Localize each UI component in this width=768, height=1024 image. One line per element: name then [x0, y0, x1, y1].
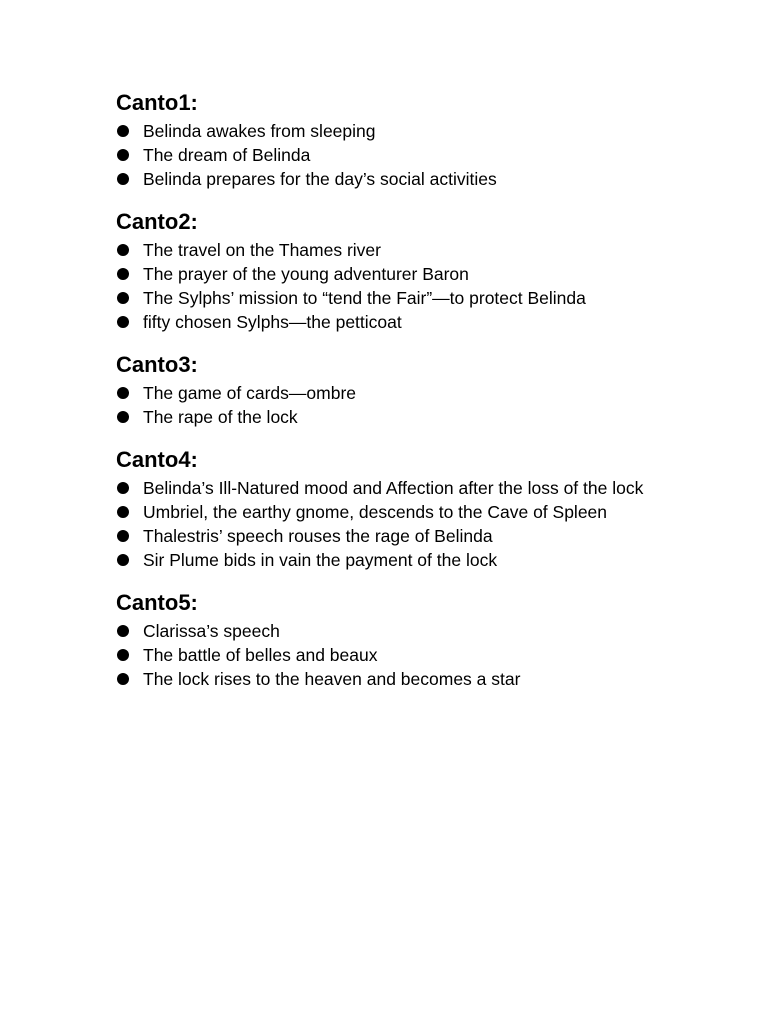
- list-item: [116, 167, 663, 191]
- list-item-text: The travel on the Thames river: [143, 240, 381, 260]
- canto-section-2: [116, 207, 716, 334]
- list-item: [116, 643, 663, 667]
- bullet-icon: [117, 625, 129, 637]
- list-item: [116, 381, 663, 405]
- list-item: [116, 238, 663, 262]
- list-item-text: Belinda awakes from sleeping: [143, 121, 376, 141]
- list-item-text: The rape of the lock: [143, 407, 298, 427]
- list-item: [116, 667, 663, 691]
- list-item: [116, 548, 663, 572]
- list-item: [116, 310, 663, 334]
- bullet-icon: [117, 292, 129, 304]
- list-item-text: Belinda prepares for the day’s social activities: [143, 169, 497, 189]
- list-item-text: The dream of Belinda: [143, 145, 311, 165]
- list-item-text: Thalestris’ speech rouses the rage of Belinda: [143, 526, 493, 546]
- list-item: [116, 524, 663, 548]
- canto-section-4: [116, 445, 716, 572]
- canto-heading: Canto4:: [116, 447, 198, 472]
- list-item-text: Sir Plume bids in vain the payment of the lock: [143, 550, 498, 570]
- list-item: [116, 143, 663, 167]
- canto-section-1: [116, 88, 716, 191]
- canto-heading: Canto2:: [116, 209, 198, 234]
- canto-heading: Canto1:: [116, 90, 198, 115]
- bullet-icon: [117, 268, 129, 280]
- canto-section-3: [116, 350, 716, 429]
- bullet-icon: [117, 506, 129, 518]
- bullet-icon: [117, 649, 129, 661]
- list-item-text: The game of cards—ombre: [143, 383, 357, 403]
- canto-heading: Canto5:: [116, 590, 198, 615]
- bullet-icon: [117, 316, 129, 328]
- canto-section-5: [116, 588, 716, 691]
- list-item-text: Belinda’s Ill-Natured mood and Affection after the loss of the lock: [143, 478, 644, 498]
- bullet-list: [116, 119, 716, 191]
- bullet-icon: [117, 149, 129, 161]
- list-item-text: Clarissa’s speech: [143, 621, 280, 641]
- list-item-text: Umbriel, the earthy gnome, descends to the Cave of Spleen: [143, 502, 608, 522]
- bullet-list: [116, 381, 716, 429]
- bullet-icon: [117, 387, 129, 399]
- list-item: [116, 286, 663, 310]
- bullet-icon: [117, 125, 129, 137]
- list-item: [116, 500, 663, 524]
- bullet-icon: [117, 554, 129, 566]
- canto-heading: Canto3:: [116, 352, 198, 377]
- list-item: [116, 405, 663, 429]
- bullet-icon: [117, 173, 129, 185]
- bullet-icon: [117, 244, 129, 256]
- bullet-icon: [117, 411, 129, 423]
- list-item-text: The lock rises to the heaven and becomes a star: [143, 669, 521, 689]
- bullet-icon: [117, 482, 129, 494]
- list-item: [116, 262, 663, 286]
- bullet-list: [116, 476, 716, 572]
- list-item: [116, 476, 663, 500]
- list-item-text: The prayer of the young adventurer Baron: [143, 264, 469, 284]
- list-item-text: The battle of belles and beaux: [143, 645, 378, 665]
- bullet-icon: [117, 530, 129, 542]
- list-item-text: The Sylphs’ mission to “tend the Fair”—to protect Belinda: [143, 288, 586, 308]
- list-item-text: fifty chosen Sylphs—the petticoat: [143, 312, 402, 332]
- bullet-list: [116, 619, 716, 691]
- list-item: [116, 619, 663, 643]
- bullet-list: [116, 238, 716, 334]
- document-page: [116, 88, 716, 707]
- list-item: [116, 119, 663, 143]
- bullet-icon: [117, 673, 129, 685]
